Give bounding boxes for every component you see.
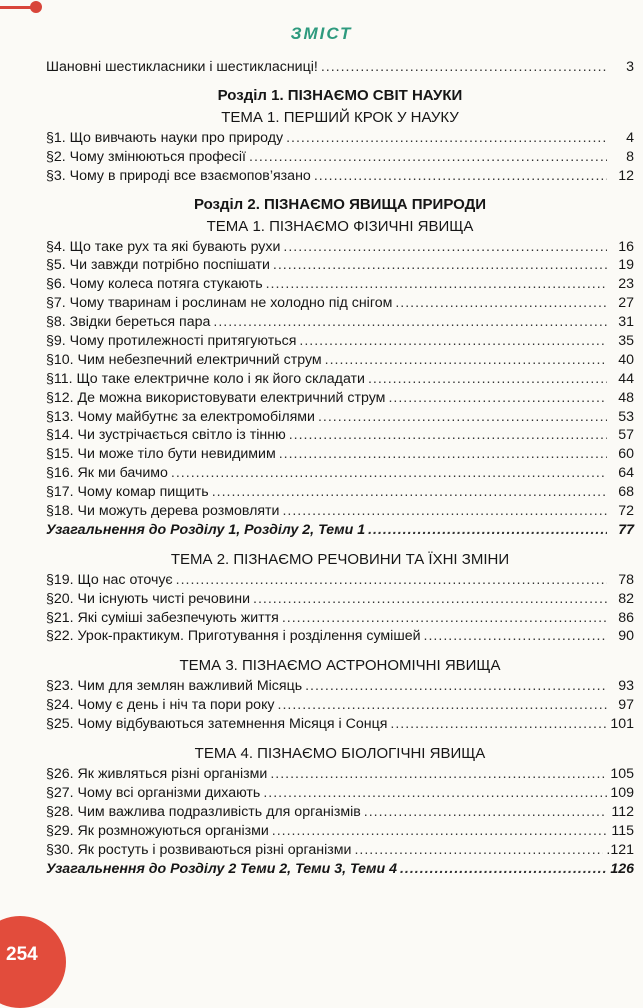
dot-leader — [282, 502, 607, 521]
toc-entry[interactable] — [46, 294, 634, 313]
toc-entry-title: §9. Чому протилежності притягуються — [46, 333, 297, 350]
toc-entry[interactable] — [46, 677, 634, 696]
toc-entry-title: §2. Чому змінюються професії — [46, 148, 246, 165]
toc-entry-title: §8. Звідки береться пара — [46, 314, 211, 331]
toc-entry-title: §25. Чому відбуваються затемнення Місяця і Сонця — [46, 716, 388, 733]
toc-entry-title: §11. Що таке електричне коло і як його складати — [46, 370, 365, 387]
toc-entry-title: §15. Чи може тіло бути невидимим — [46, 446, 276, 463]
toc-entry-title: §23. Чим для землян важливий Місяць — [46, 678, 303, 695]
toc-entry-page: 40 — [618, 351, 634, 368]
dot-leader — [266, 275, 607, 294]
toc-entry[interactable] — [46, 696, 634, 715]
dot-leader — [368, 521, 607, 540]
toc-entry-page: 109 — [610, 784, 634, 801]
dot-leader — [395, 294, 607, 313]
toc-entry[interactable] — [46, 129, 634, 148]
toc-entry-page: 112 — [611, 803, 634, 820]
dot-leader — [253, 590, 607, 609]
toc-entry-title: §1. Що вивчають науки про природу — [46, 129, 284, 146]
toc-entry[interactable] — [46, 464, 634, 483]
section-heading: Розділ 2. ПІЗНАЄМО ЯВИЩА ПРИРОДИ — [193, 195, 487, 213]
toc-entry-title: §26. Як живляться різні організми — [46, 766, 268, 783]
toc-entry-title: §22. Урок-практикум. Приготування і розділення сумішей — [46, 628, 421, 645]
toc-entry-page: 86 — [618, 609, 634, 626]
dot-leader — [249, 148, 607, 167]
toc-entry-title: §27. Чому всі організми дихають — [46, 784, 261, 801]
toc-entry-title: §5. Чи завжди потрібно поспішати — [46, 257, 270, 274]
dot-leader — [279, 445, 607, 464]
toc-entry-title: §4. Що таке рух та які бувають рухи — [46, 238, 281, 255]
dot-leader — [305, 677, 607, 696]
toc-entry-title: §19. Що нас оточує — [46, 571, 173, 588]
toc-entry[interactable] — [46, 483, 634, 502]
dot-leader — [176, 571, 607, 590]
dot-leader — [171, 464, 607, 483]
toc-entry-title: §17. Чому комар пищить — [46, 484, 209, 501]
dot-leader — [212, 483, 607, 502]
toc-entry[interactable] — [46, 841, 634, 860]
toc-entry-page: 97 — [618, 697, 634, 714]
toc-entry-page: 57 — [618, 427, 634, 444]
dot-leader — [318, 408, 607, 427]
dot-leader — [390, 715, 607, 734]
toc-entry-page: .121 — [606, 841, 634, 858]
toc-entry-page: 115 — [611, 822, 634, 839]
toc-entry-page: 19 — [618, 257, 634, 274]
toc-entry-page: 53 — [618, 408, 634, 425]
toc-entry[interactable] — [46, 590, 634, 609]
toc-entry[interactable] — [46, 765, 634, 784]
toc-entry-page: 16 — [618, 238, 634, 255]
dot-leader — [263, 784, 607, 803]
dot-leader — [325, 351, 607, 370]
toc-entry[interactable] — [46, 370, 634, 389]
toc-entry-title: §6. Чому колеса потяга стукають — [46, 276, 263, 293]
toc-entry-title: §3. Чому в природі все взаємопов’язано — [46, 167, 311, 184]
table-of-contents — [46, 58, 634, 878]
toc-entry-title: §30. Як ростуть і розвиваються різні організми — [46, 841, 352, 858]
toc-entry-title: §28. Чим важлива подразливість для організмів — [46, 803, 361, 820]
dot-leader — [283, 238, 607, 257]
toc-entry-summary[interactable] — [46, 860, 634, 879]
toc-entry[interactable] — [46, 627, 634, 646]
dot-leader — [272, 822, 607, 841]
toc-entry[interactable] — [46, 784, 634, 803]
toc-entry-title: §12. Де можна використовувати електричний струм — [46, 389, 386, 406]
toc-entry[interactable] — [46, 167, 634, 186]
toc-entry-title: §7. Чому тваринам і рослинам не холодно під снігом — [46, 295, 393, 312]
toc-entry-page: 48 — [618, 389, 634, 406]
toc-entry[interactable] — [46, 426, 634, 445]
toc-entry-title: Узагальнення до Розділу 2 Теми 2, Теми 3, Теми 4 — [46, 860, 397, 877]
toc-entry-summary[interactable] — [46, 521, 634, 540]
toc-entry-title: §24. Чому є день і ніч та пори року — [46, 697, 275, 714]
dot-leader — [273, 256, 607, 275]
theme-heading: ТЕМА 1. ПЕРШИЙ КРОК У НАУКУ — [221, 108, 459, 126]
dot-leader — [364, 803, 607, 822]
toc-entry-title: Узагальнення до Розділу 1, Розділу 2, Теми 1 — [46, 521, 366, 538]
toc-entry-page: 78 — [618, 571, 634, 588]
toc-entry-page: 82 — [618, 590, 634, 607]
toc-entry[interactable] — [46, 389, 634, 408]
dot-leader — [368, 370, 607, 389]
toc-entry-page: 72 — [618, 503, 634, 520]
toc-entry-title: §14. Чи зустрічається світло із тінню — [46, 427, 286, 444]
toc-entry-page: 31 — [618, 314, 634, 331]
dot-leader — [282, 609, 607, 628]
theme-heading: ТЕМА 3. ПІЗНАЄМО АСТРОНОМІЧНІ ЯВИЩА — [179, 657, 501, 675]
toc-entry[interactable] — [46, 238, 634, 257]
toc-entry[interactable] — [46, 715, 634, 734]
toc-entry[interactable] — [46, 609, 634, 628]
toc-entry-page: 126 — [610, 860, 634, 877]
section-heading: Розділ 1. ПІЗНАЄМО СВІТ НАУКИ — [217, 86, 463, 104]
dot-leader — [400, 860, 607, 879]
corner-decoration-dot — [30, 1, 42, 13]
toc-entry-intro[interactable] — [46, 58, 634, 77]
dot-leader — [278, 696, 607, 715]
toc-entry-page: 27 — [618, 295, 634, 312]
page-title: ЗМІСТ — [290, 24, 353, 43]
toc-entry[interactable] — [46, 351, 634, 370]
toc-entry[interactable] — [46, 275, 634, 294]
dot-leader — [299, 332, 607, 351]
toc-entry[interactable] — [46, 445, 634, 464]
toc-entry-page: 4 — [626, 129, 634, 146]
toc-entry-page: 8 — [626, 148, 634, 165]
toc-entry-title: §18. Чи можуть дерева розмовляти — [46, 503, 280, 520]
toc-entry[interactable] — [46, 313, 634, 332]
toc-entry[interactable] — [46, 502, 634, 521]
dot-leader — [314, 167, 607, 186]
toc-entry-page: 77 — [618, 521, 634, 538]
theme-heading: ТЕМА 1. ПІЗНАЄМО ФІЗИЧНІ ЯВИЩА — [206, 217, 474, 235]
toc-entry-title: §13. Чому майбутнє за електромобілями — [46, 408, 315, 425]
dot-leader — [424, 627, 607, 646]
toc-entry-page: 60 — [618, 446, 634, 463]
toc-entry-page: 93 — [618, 678, 634, 695]
theme-heading: ТЕМА 2. ПІЗНАЄМО РЕЧОВИНИ ТА ЇХНІ ЗМІНИ — [170, 550, 510, 568]
toc-entry[interactable] — [46, 571, 634, 590]
page-number: 254 — [6, 944, 38, 965]
toc-entry[interactable] — [46, 803, 634, 822]
dot-leader — [286, 129, 607, 148]
toc-entry-page: 105 — [610, 766, 634, 783]
dot-leader — [354, 841, 603, 860]
toc-entry-page: 101 — [610, 716, 634, 733]
toc-entry-title: Шановні шестикласники і шестикласниці! — [46, 59, 318, 75]
toc-entry-title: §10. Чим небезпечний електричний струм — [46, 351, 322, 368]
toc-entry-page: 3 — [626, 59, 634, 75]
dot-leader — [321, 58, 607, 77]
toc-entry-page: 90 — [618, 628, 634, 645]
toc-entry[interactable] — [46, 256, 634, 275]
toc-entry-page: 64 — [618, 465, 634, 482]
theme-heading: ТЕМА 4. ПІЗНАЄМО БІОЛОГІЧНІ ЯВИЩА — [194, 745, 486, 763]
toc-entry-title: §16. Як ми бачимо — [46, 465, 168, 482]
dot-leader — [270, 765, 607, 784]
toc-entry-page: 12 — [618, 167, 634, 184]
toc-entry[interactable] — [46, 332, 634, 351]
toc-entry-page: 68 — [618, 484, 634, 501]
toc-entry[interactable] — [46, 408, 634, 427]
toc-entry[interactable] — [46, 822, 634, 841]
dot-leader — [213, 313, 607, 332]
toc-entry[interactable] — [46, 148, 634, 167]
toc-entry-page: 35 — [618, 333, 634, 350]
toc-entry-title: §29. Як розмножуються організми — [46, 822, 269, 839]
toc-entry-page: 23 — [618, 276, 634, 293]
toc-entry-title: §21. Які суміші забезпечують життя — [46, 609, 279, 626]
dot-leader — [289, 426, 607, 445]
dot-leader — [388, 389, 607, 408]
toc-entry-page: 44 — [618, 370, 634, 387]
toc-entry-title: §20. Чи існують чисті речовини — [46, 590, 251, 607]
